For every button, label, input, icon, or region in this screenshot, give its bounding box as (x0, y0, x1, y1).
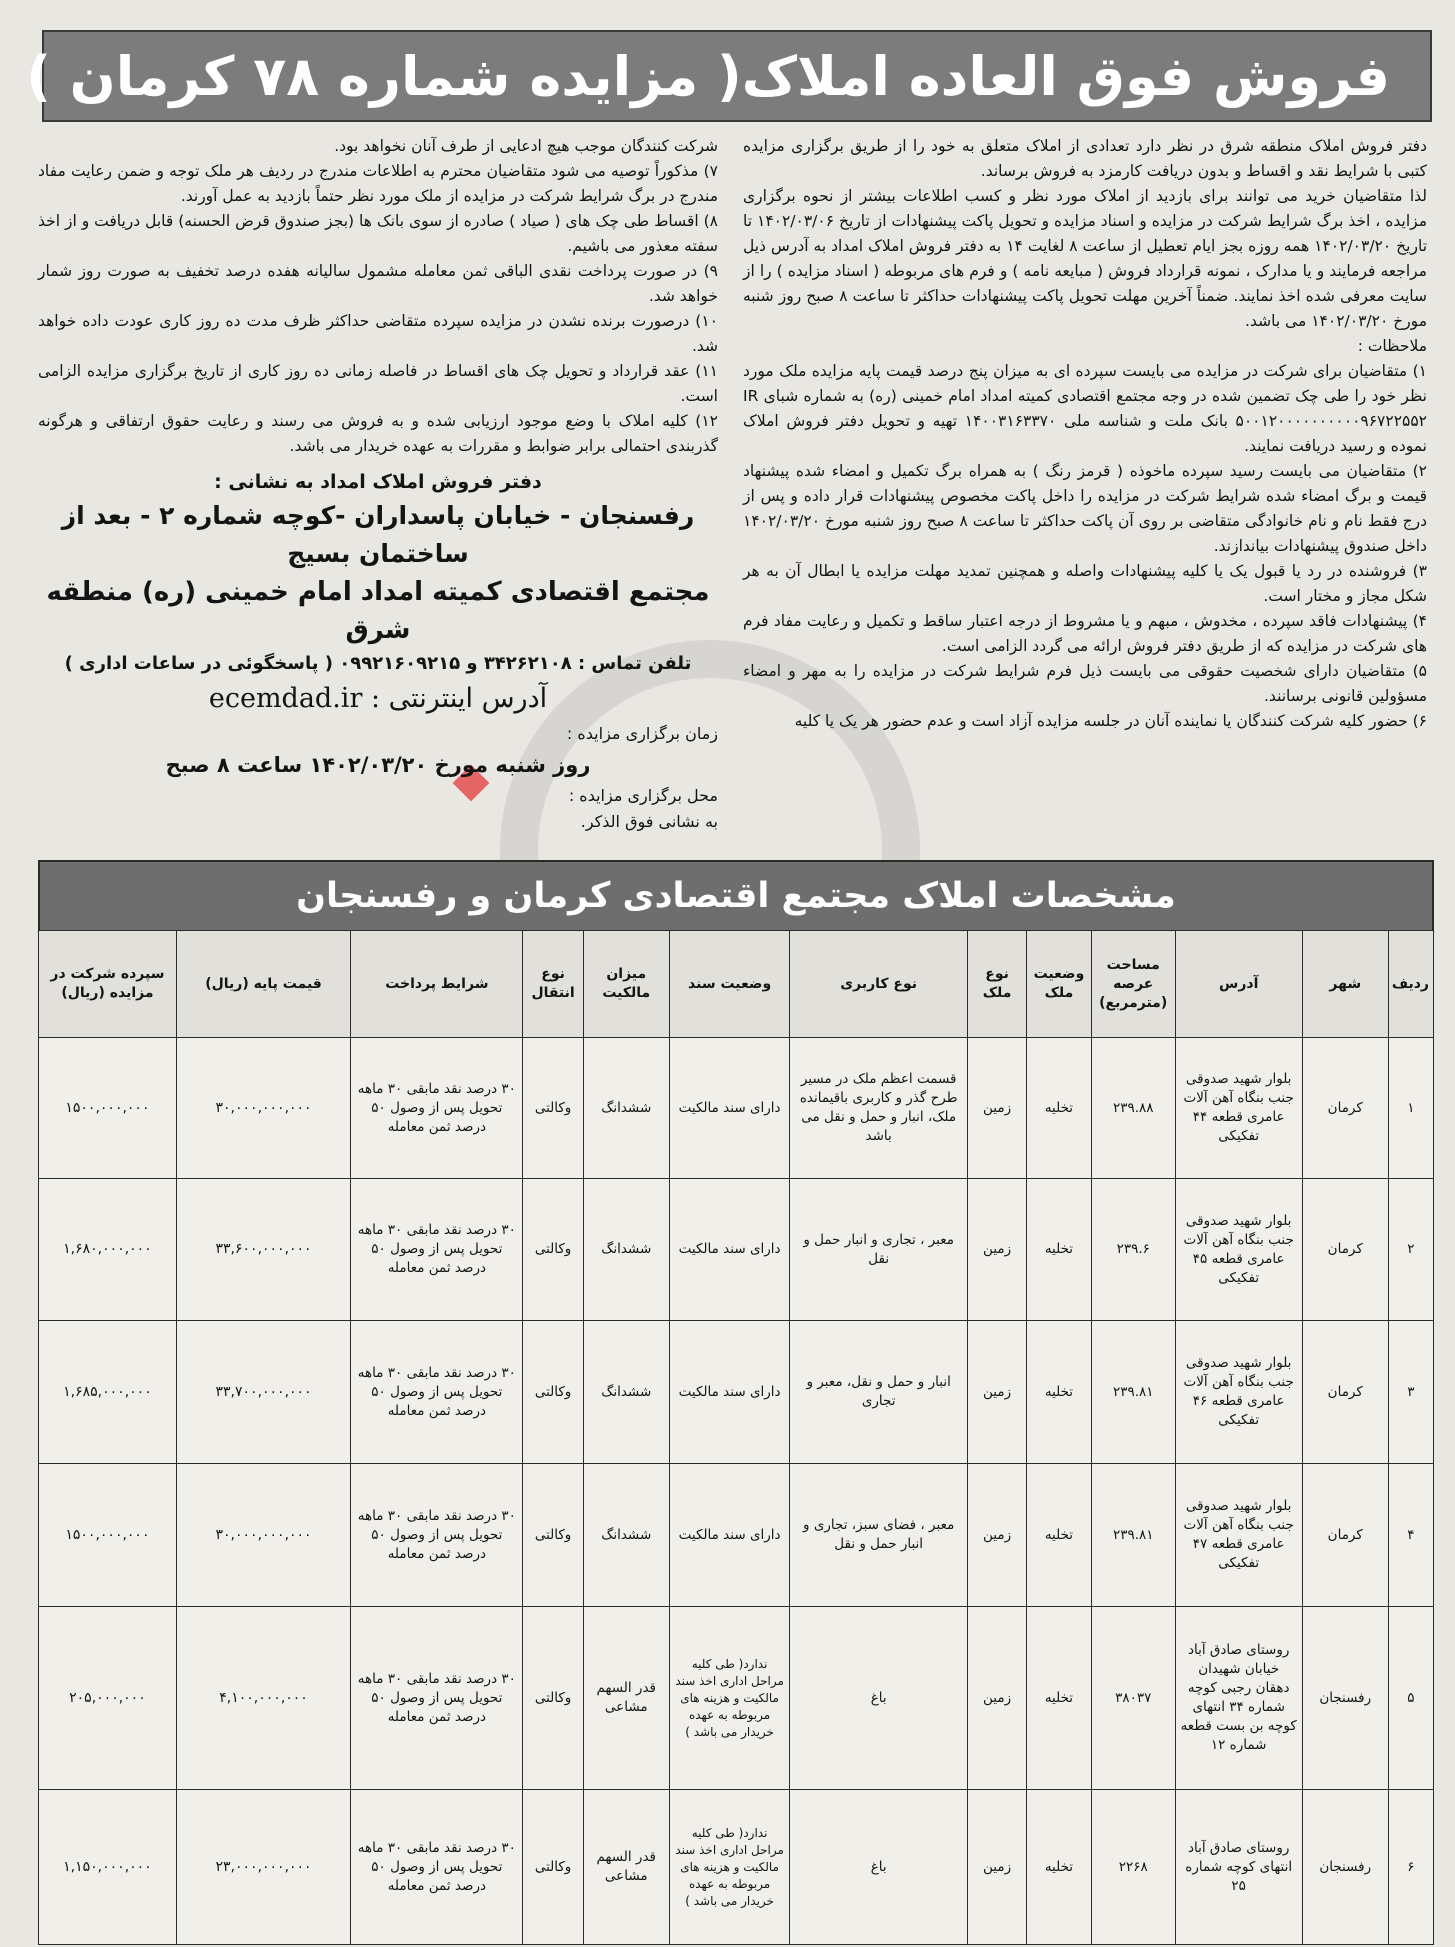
cell-address: روستای صادق آباد انتهای کوچه شماره ۲۵ (1175, 1790, 1302, 1945)
cell-deposit: ۱۵۰۰,۰۰۰,۰۰۰ (39, 1038, 177, 1179)
cell-row-number: ۵ (1388, 1607, 1433, 1790)
cell-ownership: ششدانگ (583, 1321, 669, 1464)
cell-row-number: ۲ (1388, 1179, 1433, 1321)
cell-address: بلوار شهید صدوقی جنب بنگاه آهن آلات عامری قطعه ۴۷ تفکیکی (1175, 1464, 1302, 1607)
header-deposit: سپرده شرکت در مزایده (ریال) (39, 931, 177, 1038)
cell-ownership: ششدانگ (583, 1179, 669, 1321)
cell-transfer: وکالتی (523, 1321, 583, 1464)
cell-usage: باغ (790, 1790, 968, 1945)
note-11: ۱۱) عقد قرارداد و تحویل چک های اقساط در فاصله زمانی ده روز کاری از تاریخ برگزاری مزایده الزامی است. (38, 362, 718, 405)
auction-time: روز شنبه مورخ ۱۴۰۲/۰۳/۲۰ ساعت ۸ صبح (165, 753, 591, 777)
cell-status: تخلیه (1027, 1464, 1092, 1607)
intro-paragraph: دفتر فروش املاک منطقه شرق در نظر دارد تعدادی از املاک متعلق به خود را از طریق برگزاری مزایده کتبی با شرایط نقد و اقساط و بدون دریافت کارمزد به فروش برساند. (743, 137, 1427, 180)
cell-base-price: ۲۳,۰۰۰,۰۰۰,۰۰۰ (176, 1790, 350, 1945)
cell-type: زمین (967, 1464, 1026, 1607)
office-organization: مجتمع اقتصادی کمیته امداد امام خمینی (ره) منطقه شرق (46, 577, 710, 645)
cell-transfer: وکالتی (523, 1464, 583, 1607)
cell-address: بلوار شهید صدوقی جنب بنگاه آهن آلات عامری قطعه ۴۵ تفکیکی (1175, 1179, 1302, 1321)
ad-banner (26, 30, 1432, 122)
properties-table (38, 930, 1434, 1945)
note-5: ۵) متقاضیان دارای شخصیت حقوقی می بایست ذیل فرم شرایط شرکت در مزایده را به مهر و امضاء مسؤولین قانونی برسانند. (743, 662, 1427, 705)
cell-deed: ندارد( طی کلیه مراحل اداری اخذ سند مالکیت و هزینه های مربوطه به عهده خریدار می باشد ) (669, 1790, 790, 1945)
cell-row-number: ۱ (1388, 1038, 1433, 1179)
left-column (38, 134, 718, 835)
table-row (39, 1038, 1434, 1179)
note-9: ۹) در صورت پرداخت نقدی الباقی ثمن معامله مشمول سالیانه هفده درصد تخفیف به صورت روز شمار خواهد شد. (38, 262, 718, 305)
cell-deposit: ۱۵۰۰,۰۰۰,۰۰۰ (39, 1464, 177, 1607)
note-6: ۶) حضور کلیه شرکت کنندگان یا نماینده آنان در جلسه مزایده آزاد است و عدم حضور هر یک یا کلیه (794, 712, 1427, 730)
table-row (39, 1179, 1434, 1321)
note-10: ۱۰) درصورت برنده نشدن در مزایده سپرده متقاضی حداکثر ظرف مدت ده روز کاری عودت داده خواهد شد. (38, 312, 718, 355)
cell-city: کرمان (1302, 1038, 1388, 1179)
header-base-price: قیمت پایه (ریال) (176, 931, 350, 1038)
header-deed: وضعیت سند (669, 931, 790, 1038)
table-row (39, 1607, 1434, 1790)
cell-ownership: ششدانگ (583, 1464, 669, 1607)
cell-city: رفسنجان (1302, 1607, 1388, 1790)
header-address: آدرس (1175, 931, 1302, 1038)
auction-time-label: زمان برگزاری مزایده : (566, 724, 718, 743)
note-3: ۳) فروشنده در رد یا قبول یک یا کلیه پیشنهادات واصله و همچنین تمدید مهلت مزایده یا ابطال آن به هر شکل مجاز و مختار است. (743, 562, 1427, 605)
cell-usage: قسمت اعظم ملک در مسیر طرح گذر و کاربری باقیمانده ملک، انبار و حمل و نقل می باشد (790, 1038, 968, 1179)
header-status: وضعیت ملک (1027, 931, 1092, 1038)
cell-area: ۲۲۶۸ (1091, 1790, 1175, 1945)
instructions-paragraph: لذا متقاضیان خرید می توانند برای بازدید از املاک مورد نظر و کسب اطلاعات بیشتر از نحوه برگزاری مزایده ، اخذ برگ شرایط شرکت در مزایده و اسناد مزایده و تحویل پاکت پیشنهادات از تاریخ ۱۴۰۲/۰۳/۰۶ تا تاریخ ۱۴۰۲/۰۳/۲۰ همه روزه بجز ایام تعطیل از ساعت ۸ لغایت ۱۴ به دفتر فروش املاک امداد به آدرس ذیل مراجعه فرمایند و یا مدارک ، نمونه قرارداد فروش ( مبایعه نامه ) و فرم های مربوطه ( اسناد مزایده ) را از سایت معرفی شده اخذ نمایند. ضمناً آخرین مهلت تحویل پاکت پیشنهادات حداکثر تا ساعت ۸ صبح روز شنبه مورخ ۱۴۰۲/۰۳/۲۰ می باشد. (743, 187, 1428, 330)
cell-deed: دارای سند مالکیت (669, 1464, 790, 1607)
cell-city: رفسنجان (1302, 1790, 1388, 1945)
cell-status: تخلیه (1027, 1038, 1092, 1179)
cell-area: ۲۳۹.۸۱ (1091, 1321, 1175, 1464)
table-header-row (39, 931, 1434, 1038)
header-type: نوع ملک (967, 931, 1026, 1038)
cell-payment: ۳۰ درصد نقد مابقی ۳۰ ماهه تحویل پس از وصول ۵۰ درصد ثمن معامله (351, 1607, 523, 1790)
cell-city: کرمان (1302, 1321, 1388, 1464)
cell-usage: انبار و حمل و نقل، معبر و تجاری (790, 1321, 968, 1464)
cell-address: بلوار شهید صدوقی جنب بنگاه آهن آلات عامری قطعه ۴۶ تفکیکی (1175, 1321, 1302, 1464)
cell-transfer: وکالتی (523, 1038, 583, 1179)
table-row (39, 1464, 1434, 1607)
cell-deed: ندارد( طی کلیه مراحل اداری اخذ سند مالکیت و هزینه های مربوطه به عهده خریدار می باشد ) (669, 1607, 790, 1790)
notes-heading: ملاحظات : (1357, 337, 1427, 355)
cell-transfer: وکالتی (523, 1790, 583, 1945)
cell-payment: ۳۰ درصد نقد مابقی ۳۰ ماهه تحویل پس از وصول ۵۰ درصد ثمن معامله (351, 1321, 523, 1464)
auction-place-label: محل برگزاری مزایده : (568, 786, 718, 805)
header-payment: شرایط پرداخت (351, 931, 523, 1038)
cell-type: زمین (967, 1179, 1026, 1321)
cell-payment: ۳۰ درصد نقد مابقی ۳۰ ماهه تحویل پس از وصول ۵۰ درصد ثمن معامله (351, 1179, 523, 1321)
office-website (38, 679, 718, 719)
cell-city: کرمان (1302, 1464, 1388, 1607)
cell-deposit: ۱,۱۵۰,۰۰۰,۰۰۰ (39, 1790, 177, 1945)
cell-area: ۳۸۰۳۷ (1091, 1607, 1175, 1790)
cell-ownership: قدر السهم مشاعی (583, 1607, 669, 1790)
banner-subtitle: ( مزایده شماره ۷۸ کرمان ) (26, 44, 742, 108)
cell-base-price: ۳۳,۷۰۰,۰۰۰,۰۰۰ (176, 1321, 350, 1464)
cell-deposit: ۱,۶۸۵,۰۰۰,۰۰۰ (39, 1321, 177, 1464)
cell-base-price: ۳۳,۶۰۰,۰۰۰,۰۰۰ (176, 1179, 350, 1321)
header-transfer: نوع انتقال (523, 931, 583, 1038)
cell-type: زمین (967, 1607, 1026, 1790)
cell-city: کرمان (1302, 1179, 1388, 1321)
note-6-continued: شرکت کنندگان موجب هیچ ادعایی از طرف آنان نخواهد بود. (334, 137, 718, 155)
cell-ownership: قدر السهم مشاعی (583, 1790, 669, 1945)
cell-deed: دارای سند مالکیت (669, 1321, 790, 1464)
cell-type: زمین (967, 1790, 1026, 1945)
note-1: ۱) متقاضیان برای شرکت در مزایده می بایست سپرده ای به میزان پنج درصد قیمت پایه مزایده ملک مورد نظر خود را طی چک تضمین شده در وجه مجتمع اقتصادی کمیته امداد امام خمینی (ره) به شماره شبای IR ۵۰۰۱۲۰۰۰۰۰۰۰۰۰۰۹۶۷۲۲۵۵۲ بانک ملت و شناسه ملی ۱۴۰۰۳۱۶۳۳۷۰ تهیه و تحویل دفتر فروش املاک نموده و رسید دریافت نمایند. (743, 362, 1428, 455)
table-title-banner (38, 860, 1434, 930)
note-2: ۲) متقاضیان می بایست رسید سپرده ماخوذه ( قرمز رنگ ) به همراه برگ تکمیل و امضاء شده پیشنهاد قیمت و برگ امضاء شده شرایط شرکت در مزایده را داخل پاکت مخصوص پیشنهادات قرار داده و پس از درج فقط نام و نام خانوادگی متقاضی بر روی آن پاکت حداکثر تا ساعت ۸ صبح روز شنبه مورخ ۱۴۰۲/۰۳/۲۰ داخل صندوق پیشنهادات بیاندازند. (743, 462, 1427, 555)
cell-usage: باغ (790, 1607, 968, 1790)
cell-base-price: ۳۰,۰۰۰,۰۰۰,۰۰۰ (176, 1464, 350, 1607)
cell-status: تخلیه (1027, 1607, 1092, 1790)
cell-area: ۲۳۹.۶ (1091, 1179, 1175, 1321)
auction-place: به نشانی فوق الذکر. (580, 812, 718, 831)
header-area: مساحت عرصه (مترمربع) (1091, 931, 1175, 1038)
cell-usage: معبر ، تجاری و انبار حمل و نقل (790, 1179, 968, 1321)
note-7: ۷) مذکوراً توصیه می شود متقاضیان محترم به اطلاعات مندرج در ردیف هر ملک توجه و ضمن رعایت مفاد مندرج در برگ شرایط شرکت در مزایده از ملک مورد نظر حتماً بازدید به عمل آورند. (38, 162, 718, 205)
office-phone: تلفن تماس : ۳۴۲۶۲۱۰۸ و ۰۹۹۲۱۶۰۹۲۱۵ ( پاسخگوئی در ساعات اداری ) (64, 653, 692, 674)
header-row-number: ردیف (1388, 931, 1433, 1038)
cell-deed: دارای سند مالکیت (669, 1038, 790, 1179)
cell-payment: ۳۰ درصد نقد مابقی ۳۰ ماهه تحویل پس از وصول ۵۰ درصد ثمن معامله (351, 1038, 523, 1179)
cell-transfer: وکالتی (523, 1607, 583, 1790)
cell-area: ۲۳۹.۸۸ (1091, 1038, 1175, 1179)
cell-type: زمین (967, 1038, 1026, 1179)
cell-row-number: ۶ (1388, 1790, 1433, 1945)
cell-base-price: ۳۰,۰۰۰,۰۰۰,۰۰۰ (176, 1038, 350, 1179)
cell-address: روستای صادق آباد خیابان شهیدان دهقان رجبی کوچه شماره ۳۴ انتهای کوچه بن بست قطعه شماره ۱۲ (1175, 1607, 1302, 1790)
note-4: ۴) پیشنهادات فاقد سپرده ، مخدوش ، مبهم و یا مشروط از درجه اعتبار ساقط و تکمیل و رعایت مفاد فرم های شرکت در مزایده که از طریق دفتر فروش ارائه می گردد الزامی است. (743, 612, 1427, 655)
note-8: ۸) اقساط طی چک های ( صیاد ) صادره از سوی بانک ها (بجز صندوق قرض الحسنه) قابل دریافت و از اخذ سفته معذور می باشیم. (38, 212, 718, 255)
cell-payment: ۳۰ درصد نقد مابقی ۳۰ ماهه تحویل پس از وصول ۵۰ درصد ثمن معامله (351, 1790, 523, 1945)
cell-payment: ۳۰ درصد نقد مابقی ۳۰ ماهه تحویل پس از وصول ۵۰ درصد ثمن معامله (351, 1464, 523, 1607)
cell-deed: دارای سند مالکیت (669, 1179, 790, 1321)
cell-area: ۲۳۹.۸۱ (1091, 1464, 1175, 1607)
cell-status: تخلیه (1027, 1790, 1092, 1945)
cell-status: تخلیه (1027, 1179, 1092, 1321)
cell-deposit: ۲۰۵,۰۰۰,۰۰۰ (39, 1607, 177, 1790)
cell-usage: معبر ، فضای سبز، تجاری و انبار حمل و نقل (790, 1464, 968, 1607)
cell-row-number: ۳ (1388, 1321, 1433, 1464)
right-column (743, 134, 1427, 734)
cell-deposit: ۱,۶۸۰,۰۰۰,۰۰۰ (39, 1179, 177, 1321)
table-title: مشخصات املاک مجتمع اقتصادی کرمان و رفسنجان (296, 876, 1176, 916)
cell-transfer: وکالتی (523, 1179, 583, 1321)
office-title: دفتر فروش املاک امداد به نشانی : (214, 471, 542, 493)
office-info (38, 467, 718, 719)
banner-title: فروش فوق العاده املاک (741, 44, 1390, 108)
header-usage: نوع کاربری (790, 931, 968, 1038)
note-12: ۱۲) کلیه املاک با وضع موجود ارزیابی شده و به فروش می رسند و رعایت حقوق ارتفاقی و هرگونه گذربندی احتمالی برابر ضوابط و مقررات به عهده خریدار می باشد. (38, 412, 718, 455)
cell-base-price: ۴,۱۰۰,۰۰۰,۰۰۰ (176, 1607, 350, 1790)
cell-status: تخلیه (1027, 1321, 1092, 1464)
header-city: شهر (1302, 931, 1388, 1038)
website-url[interactable]: ecemdad.ir (208, 683, 363, 714)
cell-address: بلوار شهید صدوقی جنب بنگاه آهن آلات عامری قطعه ۴۴ تفکیکی (1175, 1038, 1302, 1179)
cell-ownership: ششدانگ (583, 1038, 669, 1179)
office-address: رفسنجان - خیابان پاسداران -کوچه شماره ۲ - بعد از ساختمان بسیج (61, 501, 695, 568)
table-row (39, 1321, 1434, 1464)
website-label: آدرس اینترنتی : (370, 683, 548, 714)
header-ownership: میزان مالکیت (583, 931, 669, 1038)
cell-type: زمین (967, 1321, 1026, 1464)
table-row (39, 1790, 1434, 1945)
cell-row-number: ۴ (1388, 1464, 1433, 1607)
